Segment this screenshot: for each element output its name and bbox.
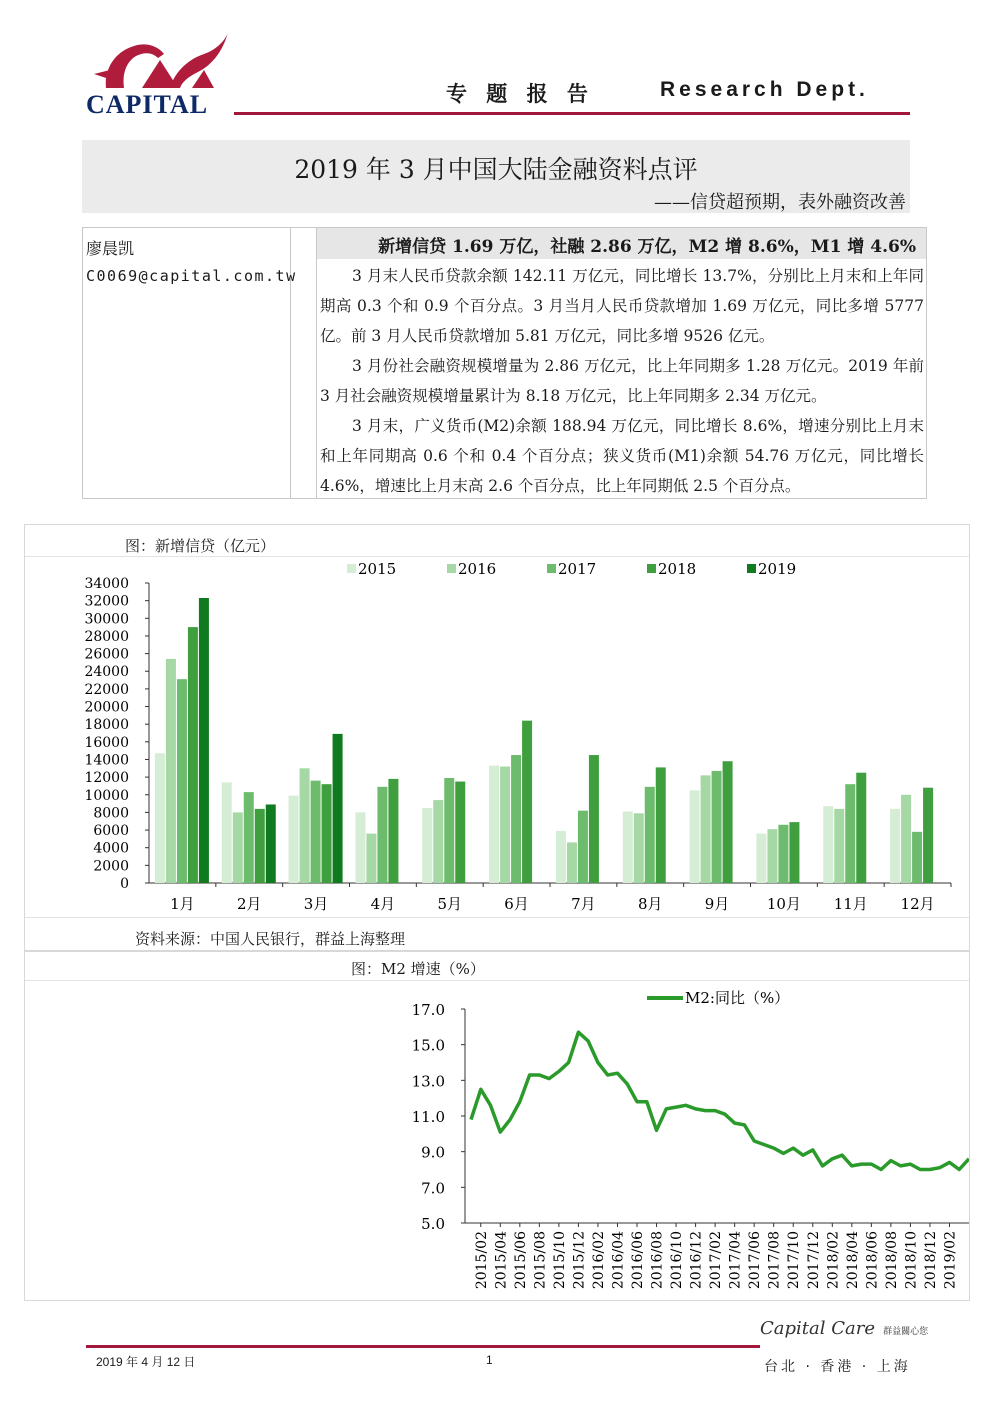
line-y-tick-label: 9.0 — [421, 1143, 445, 1162]
line-y-tick-label: 5.0 — [421, 1215, 445, 1233]
capital-logo — [86, 30, 236, 120]
bar-2016 — [567, 842, 577, 883]
footer-date: 2019 年 4 月 12 日 — [96, 1355, 196, 1369]
line-x-tick-label: 2018/08 — [883, 1231, 900, 1290]
bar-category-label: 9月 — [704, 895, 730, 913]
bar-category-label: 6月 — [504, 895, 529, 913]
bar-2017 — [311, 781, 321, 883]
loans-chart-box — [24, 524, 970, 952]
bar-2015 — [690, 790, 700, 883]
bar-y-tick-label: 10000 — [84, 787, 129, 804]
line-y-tick-label: 11.0 — [411, 1108, 445, 1126]
line-x-tick-label: 2015/04 — [493, 1231, 510, 1290]
line-x-tick-label: 2016/12 — [688, 1231, 705, 1290]
bar-2016 — [634, 813, 644, 883]
bar-y-tick-label: 14000 — [84, 752, 129, 769]
bar-2015 — [155, 753, 165, 883]
bar-2018 — [589, 755, 599, 883]
line-x-tick-label: 2018/02 — [825, 1231, 842, 1290]
bar-2018 — [188, 627, 198, 883]
bar-2019 — [333, 734, 343, 883]
bar-2019 — [266, 804, 276, 883]
line-x-tick-label: 2018/04 — [844, 1231, 861, 1290]
page-number: 1 — [486, 1353, 493, 1367]
bar-2017 — [845, 784, 855, 883]
bar-y-tick-label: 28000 — [84, 628, 129, 645]
bar-2017 — [912, 832, 922, 883]
bar-2016 — [433, 800, 443, 883]
spacer-cell — [291, 228, 317, 498]
bar-2017 — [578, 811, 588, 883]
legend-swatch-2016 — [447, 564, 456, 573]
bar-2018 — [388, 779, 398, 883]
eagle-logo-icon — [86, 30, 236, 92]
bar-2015 — [222, 782, 232, 883]
line-y-tick-label: 13.0 — [411, 1072, 445, 1091]
logo-text: CAPITAL — [86, 90, 209, 119]
bar-2018 — [856, 773, 866, 883]
m2-legend-label: M2:同比（%） — [685, 989, 790, 1007]
bar-2018 — [923, 788, 933, 883]
legend-label-2018: 2018 — [658, 560, 697, 578]
bar-2015 — [289, 796, 299, 883]
bar-category-label: 1月 — [170, 895, 195, 913]
bar-2015 — [623, 812, 633, 883]
bar-2017 — [377, 787, 387, 883]
line-x-tick-label: 2016/08 — [649, 1231, 666, 1290]
line-x-tick-label: 2018/12 — [922, 1231, 939, 1290]
bar-category-label: 4月 — [370, 895, 396, 913]
bar-2018 — [322, 784, 332, 883]
bar-2018 — [656, 767, 666, 883]
line-x-tick-label: 2017/06 — [747, 1231, 764, 1290]
chart2-caption: 图：M2 增速（%） — [351, 960, 485, 978]
line-x-tick-label: 2016/02 — [590, 1231, 607, 1290]
bar-2015 — [556, 831, 566, 883]
legend-swatch-2019 — [747, 564, 756, 573]
title-banner — [82, 140, 910, 213]
bar-category-label: 11月 — [833, 895, 868, 913]
bar-category-label: 3月 — [303, 895, 329, 913]
line-x-tick-label: 2015/06 — [512, 1231, 529, 1290]
bar-y-tick-label: 20000 — [84, 699, 129, 716]
bar-category-label: 2月 — [236, 895, 262, 913]
line-x-tick-label: 2017/12 — [805, 1231, 822, 1290]
m2-series-line — [471, 1032, 969, 1169]
bar-y-tick-label: 18000 — [84, 717, 129, 734]
line-x-tick-label: 2017/04 — [727, 1231, 744, 1290]
m2-growth-line-chart — [25, 981, 969, 1299]
paragraph-loans: 3 月末人民币贷款余额 142.11 万亿元，同比增长 13.7%，分别比上月末和上年同期高 0.3 个和 0.9 个百分点。3 月当月人民币贷款增加 1.69 万亿元，同比多增 5777 亿。前 3 月人民币贷款增加 5.81 万亿元，同比多增 9526 亿元。 — [320, 267, 924, 345]
line-x-tick-label: 2015/08 — [532, 1231, 549, 1290]
bar-2017 — [444, 778, 454, 883]
bar-y-tick-label: 16000 — [84, 734, 129, 751]
line-y-tick-label: 15.0 — [411, 1036, 445, 1055]
line-x-tick-label: 2016/04 — [610, 1231, 627, 1290]
bar-y-tick-label: 4000 — [93, 840, 129, 857]
headline-bar — [317, 228, 926, 259]
legend-label-2016: 2016 — [458, 560, 497, 578]
legend-label-2017: 2017 — [558, 560, 597, 578]
bar-2016 — [166, 659, 176, 883]
headline-text: 新增信贷 1.69 万亿，社融 2.86 万亿，M2 增 8.6%，M1 增 4.6% — [378, 237, 916, 257]
care-cn: 群益關心您 — [883, 1327, 929, 1337]
bar-2016 — [901, 795, 911, 883]
bar-y-tick-label: 30000 — [84, 611, 129, 628]
bar-y-tick-label: 32000 — [84, 593, 129, 610]
bar-y-tick-label: 26000 — [84, 646, 129, 663]
line-x-tick-label: 2017/02 — [708, 1231, 725, 1290]
footer-rule — [86, 1345, 760, 1348]
author-cell — [83, 228, 297, 498]
header-en: Research Dept. — [660, 78, 869, 101]
line-x-tick-label: 2018/10 — [903, 1231, 920, 1290]
author-email[interactable]: C0069@capital.com.tw — [86, 267, 297, 285]
line-x-tick-label: 2016/06 — [630, 1231, 646, 1290]
bar-2018 — [522, 721, 532, 883]
bar-2015 — [756, 834, 766, 883]
bar-2016 — [233, 812, 243, 883]
report-subtitle: ——信贷超预期，表外融资改善 — [654, 192, 906, 213]
bar-2017 — [645, 787, 655, 883]
line-x-tick-label: 2018/06 — [864, 1231, 881, 1290]
bar-2018 — [255, 809, 265, 883]
bar-2016 — [767, 829, 777, 883]
line-y-tick-label: 7.0 — [421, 1179, 445, 1198]
bar-y-tick-label: 2000 — [93, 858, 129, 875]
legend-label-2015: 2015 — [358, 560, 397, 578]
bar-category-label: 12月 — [900, 895, 935, 913]
header-cn: 专 题 报 告 — [446, 82, 594, 106]
bar-2018 — [789, 822, 799, 883]
bar-2015 — [355, 812, 365, 883]
bar-2016 — [701, 775, 711, 883]
bar-2019 — [199, 598, 209, 883]
bar-y-tick-label: 0 — [120, 876, 129, 892]
chart1-caption: 图：新增信贷（亿元） — [125, 537, 276, 555]
line-x-tick-label: 2017/10 — [786, 1231, 803, 1290]
bar-2016 — [300, 768, 310, 883]
bar-2015 — [890, 809, 900, 883]
bar-category-label: 8月 — [637, 895, 663, 913]
care-brand: Capital Care — [760, 1318, 875, 1339]
bar-2018 — [455, 782, 465, 883]
author-name: 廖晨凯 — [86, 239, 135, 258]
bar-2015 — [489, 766, 499, 883]
bar-2016 — [366, 834, 376, 883]
capital-care-logo — [760, 1318, 928, 1339]
line-x-tick-label: 2017/08 — [766, 1231, 783, 1290]
paragraph-social-financing: 3 月份社会融资规模增量为 2.86 万亿元，比上年同期多 1.28 万亿元。2019 年前 3 月社会融资规模增量累计为 8.18 万亿元，比上年同期多 2.34 万亿元。 — [320, 357, 924, 405]
new-loans-bar-chart — [25, 557, 969, 917]
header-rule — [234, 112, 910, 115]
line-x-tick-label: 2016/10 — [669, 1231, 686, 1290]
legend-swatch-2017 — [547, 564, 556, 573]
bar-category-label: 5月 — [437, 895, 463, 913]
chart1-source: 资料来源：中国人民银行，群益上海整理 — [135, 930, 406, 948]
bar-y-tick-label: 22000 — [84, 681, 129, 698]
report-title: 2019 年 3 月中国大陆金融资料点评 — [294, 155, 698, 184]
bar-y-tick-label: 24000 — [84, 664, 129, 681]
bar-y-tick-label: 6000 — [93, 823, 129, 840]
footer-cities: 台北 · 香港 · 上海 — [764, 1359, 911, 1375]
bar-2017 — [778, 825, 788, 883]
chart1-divider-bottom — [25, 917, 969, 918]
line-x-tick-label: 2015/10 — [551, 1231, 568, 1290]
bar-2017 — [244, 792, 254, 883]
summary-table — [82, 227, 927, 499]
bar-2015 — [823, 806, 833, 883]
bar-2016 — [834, 809, 844, 883]
legend-swatch-2015 — [347, 564, 356, 573]
bar-y-tick-label: 8000 — [93, 805, 129, 822]
bar-2015 — [422, 808, 432, 883]
bar-2016 — [500, 767, 510, 883]
bar-y-tick-label: 12000 — [84, 770, 129, 787]
paragraph-money-supply: 3 月末，广义货币(M2)余额 188.94 万亿元，同比增长 8.6%，增速分别比上月末和上年同期高 0.6 个和 0.4 个百分点；狭义货币(M1)余额 54.76 万亿元，同比增长 4.6%，增速比上月末高 2.6 个百分点，比上年同期低 2.5 个百分点。 — [320, 417, 924, 495]
line-x-tick-label: 2019/02 — [942, 1231, 959, 1290]
bar-2017 — [511, 755, 521, 883]
line-x-tick-label: 2015/12 — [571, 1231, 588, 1290]
bar-2018 — [723, 761, 733, 883]
bar-category-label: 7月 — [571, 895, 596, 913]
bar-y-tick-label: 34000 — [84, 576, 129, 592]
legend-label-2019: 2019 — [758, 560, 797, 578]
m2-chart-box — [24, 950, 970, 1301]
line-x-tick-label: 2015/02 — [473, 1231, 490, 1290]
bar-category-label: 10月 — [766, 895, 801, 913]
bar-2017 — [712, 771, 722, 883]
bar-2017 — [177, 679, 187, 883]
line-y-tick-label: 17.0 — [411, 1001, 445, 1019]
legend-swatch-2018 — [647, 564, 656, 573]
